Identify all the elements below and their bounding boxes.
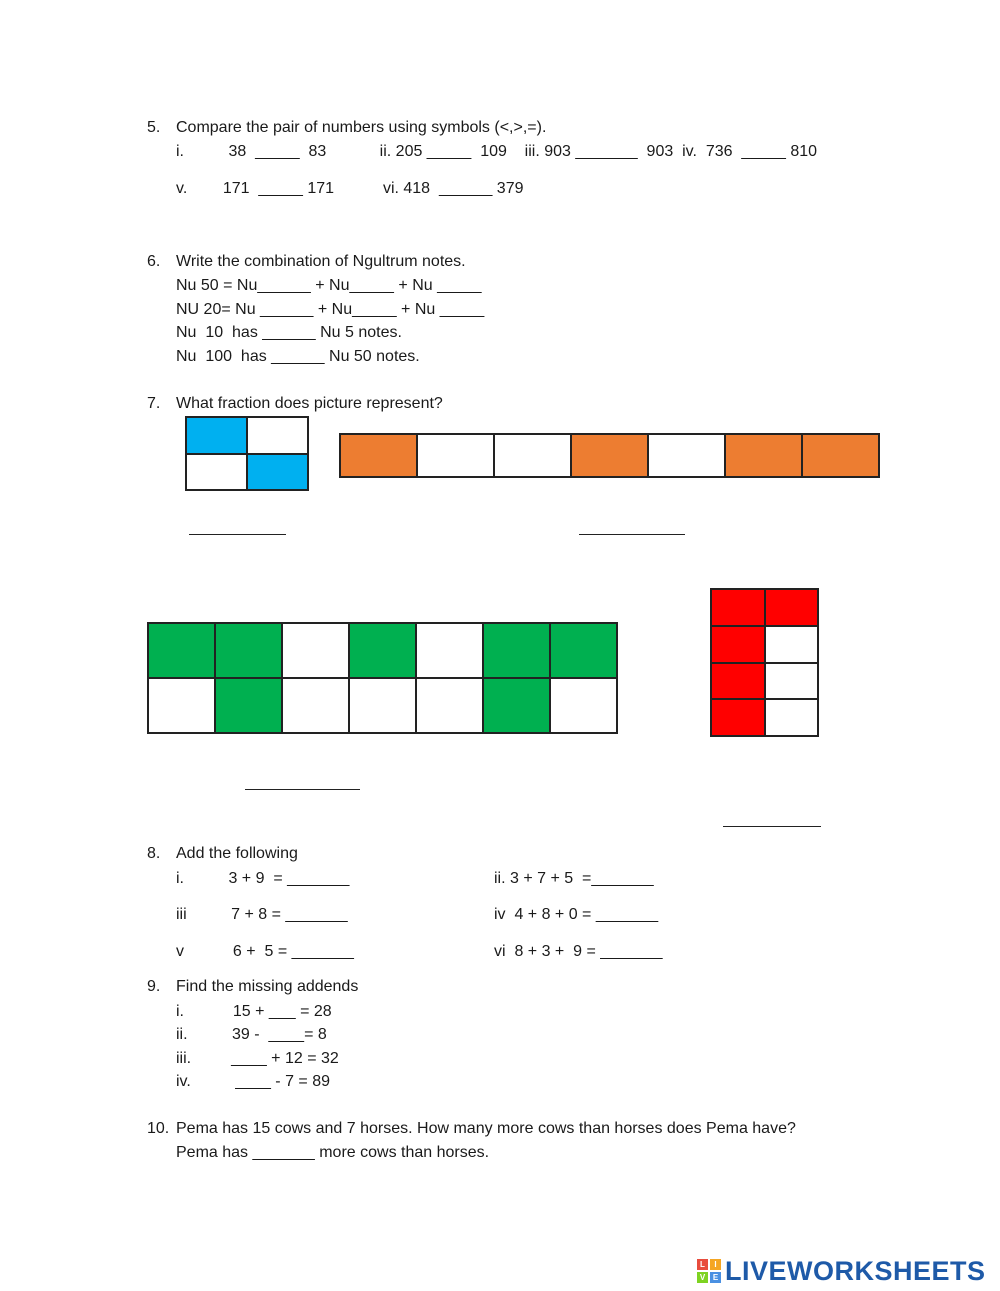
answer-line-red[interactable] <box>723 826 821 827</box>
fraction-cell-white <box>148 678 215 733</box>
fraction-cell-green <box>215 678 282 733</box>
fraction-cell-white <box>765 626 819 663</box>
fraction-cell-green <box>148 623 215 678</box>
q8-item-ii: ii. 3 + 7 + 5 =_______ <box>494 870 654 887</box>
fraction-cell-white <box>416 623 483 678</box>
q8-item-iii: iii 7 + 8 = _______ <box>176 906 348 923</box>
fraction-cell-white <box>186 454 247 491</box>
fraction-cell-blue <box>247 454 308 491</box>
fraction-cell-white <box>494 434 571 477</box>
fraction-picture-green-grid <box>147 622 618 734</box>
q7-title: What fraction does picture represent? <box>176 395 443 412</box>
q10-answer: Pema has _______ more cows than horses. <box>176 1144 490 1161</box>
q9-item-iv: iv. ____ - 7 = 89 <box>176 1073 331 1090</box>
fraction-picture-red-grid <box>710 588 819 737</box>
answer-line-orange[interactable] <box>579 534 685 535</box>
q9-item-ii: ii. 39 - ____= 8 <box>176 1026 327 1043</box>
q6-line-3: Nu 10 has ______ Nu 5 notes. <box>176 324 402 341</box>
fraction-cell-white <box>765 663 819 700</box>
q5-row-2: v. 171 _____ 171 vi. 418 ______ 379 <box>176 180 524 197</box>
q6-title: Write the combination of Ngultrum notes. <box>176 253 466 270</box>
q9-title: Find the missing addends <box>176 978 359 995</box>
q7-number: 7. <box>147 395 161 412</box>
q6-line-4: Nu 100 has ______ Nu 50 notes. <box>176 348 420 365</box>
q5-number: 5. <box>147 119 161 136</box>
fraction-cell-red <box>711 626 765 663</box>
q8-item-iv: iv 4 + 8 + 0 = _______ <box>494 906 659 923</box>
fraction-cell-red <box>711 663 765 700</box>
fraction-cell-white <box>416 678 483 733</box>
fraction-cell-white <box>282 678 349 733</box>
fraction-cell-green <box>483 678 550 733</box>
q8-item-v: v 6 + 5 = _______ <box>176 943 354 960</box>
q8-item-vi: vi 8 + 3 + 9 = _______ <box>494 943 663 960</box>
fraction-cell-green <box>483 623 550 678</box>
q5-row-1: i. 38 _____ 83 ii. 205 _____ 109 iii. 903 _______ 903 iv. 736 _____ 810 <box>176 143 818 160</box>
logo-letter-l: L <box>697 1259 708 1270</box>
fraction-cell-blue <box>186 417 247 454</box>
liveworksheets-logo <box>697 1256 986 1286</box>
logo-letter-i: I <box>710 1259 721 1270</box>
q9-item-iii: iii. ____ + 12 = 32 <box>176 1050 339 1067</box>
fraction-cell-white <box>550 678 617 733</box>
fraction-cell-white <box>765 699 819 736</box>
answer-line-green[interactable] <box>245 789 360 790</box>
fraction-cell-white <box>282 623 349 678</box>
fraction-picture-orange-strip <box>339 433 880 478</box>
q8-title: Add the following <box>176 845 298 862</box>
q9-number: 9. <box>147 978 161 995</box>
fraction-cell-white <box>247 417 308 454</box>
fraction-cell-red <box>711 589 765 626</box>
fraction-cell-white <box>417 434 494 477</box>
fraction-cell-green <box>550 623 617 678</box>
q9-item-i: i. 15 + ___ = 28 <box>176 1003 332 1020</box>
q6-number: 6. <box>147 253 161 270</box>
fraction-cell-orange <box>571 434 648 477</box>
answer-line-blue[interactable] <box>189 534 286 535</box>
fraction-cell-white <box>349 678 416 733</box>
fraction-cell-orange <box>340 434 417 477</box>
q6-line-1: Nu 50 = Nu______ + Nu_____ + Nu _____ <box>176 277 482 294</box>
logo-letter-e: E <box>710 1272 721 1283</box>
q5-title: Compare the pair of numbers using symbols (<,>,=). <box>176 119 547 136</box>
fraction-cell-orange <box>725 434 802 477</box>
q8-number: 8. <box>147 845 161 862</box>
logo-letter-v: V <box>697 1272 708 1283</box>
fraction-cell-orange <box>802 434 879 477</box>
q10-title: Pema has 15 cows and 7 horses. How many more cows than horses does Pema have? <box>176 1120 796 1137</box>
q10-number: 10. <box>147 1120 170 1137</box>
fraction-cell-green <box>215 623 282 678</box>
fraction-picture-blue-square <box>185 416 309 491</box>
fraction-cell-green <box>349 623 416 678</box>
logo-blocks-icon <box>697 1259 721 1283</box>
logo-text: LIVEWORKSHEETS <box>725 1255 986 1286</box>
fraction-cell-white <box>648 434 725 477</box>
q8-item-i: i. 3 + 9 = _______ <box>176 870 350 887</box>
fraction-cell-red <box>711 699 765 736</box>
q6-line-2: NU 20= Nu ______ + Nu_____ + Nu _____ <box>176 301 485 318</box>
fraction-cell-red <box>765 589 819 626</box>
